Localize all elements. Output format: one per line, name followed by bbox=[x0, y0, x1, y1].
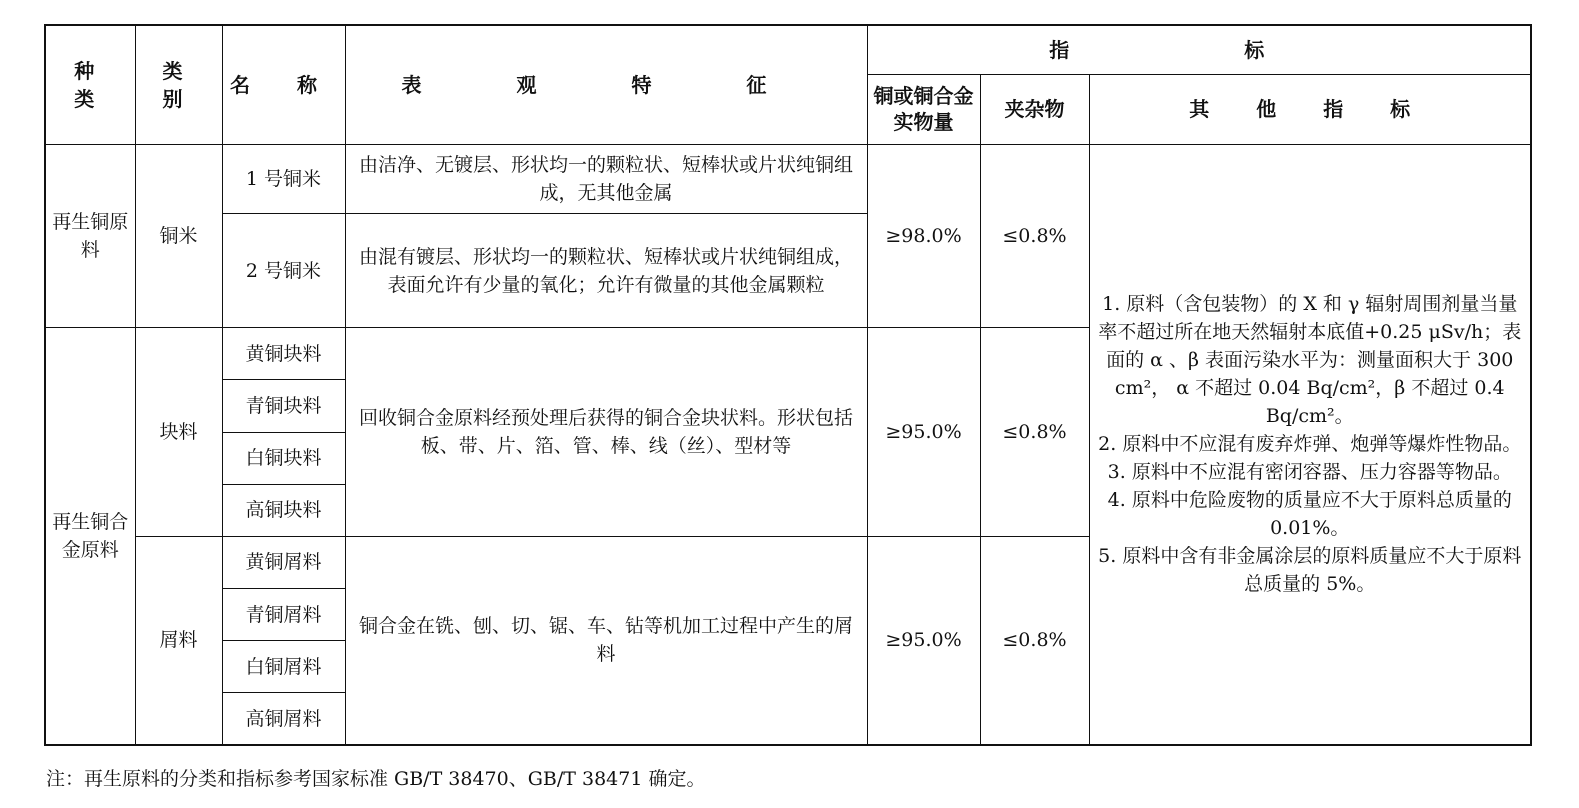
name-cell: 白铜块料 bbox=[222, 432, 345, 484]
other-indicators-cell bbox=[1089, 144, 1531, 745]
other-indicator-3: 3. 原料中不应混有密闭容器、压力容器等物品。 bbox=[1107, 461, 1512, 484]
name-cell: 黄铜屑料 bbox=[222, 536, 345, 588]
header-indicators: 指 标 bbox=[867, 25, 1531, 74]
other-indicator-4: 4. 原料中危险废物的质量应不大于原料总质量的 0.01%。 bbox=[1107, 489, 1512, 540]
name-cell: 白铜屑料 bbox=[222, 641, 345, 693]
name-cell: 1 号铜米 bbox=[222, 144, 345, 213]
category-cell: 屑料 bbox=[135, 536, 222, 745]
header-appearance: 表 观 特 征 bbox=[345, 25, 867, 144]
impurity-cell: ≤0.8% bbox=[980, 328, 1089, 537]
copper-content-cell: ≥95.0% bbox=[867, 536, 980, 745]
impurity-cell: ≤0.8% bbox=[980, 144, 1089, 328]
copper-raw-material-table bbox=[44, 24, 1532, 746]
other-indicator-5: 5. 原料中含有非金属涂层的原料质量应不大于原料总质量的 5%。 bbox=[1098, 545, 1522, 596]
category-cell: 块料 bbox=[135, 328, 222, 537]
appearance-cell: 由洁净、无镀层、形状均一的颗粒状、短棒状或片状纯铜组成，无其他金属 bbox=[345, 144, 867, 213]
appearance-cell: 铜合金在铣、刨、切、锯、车、钻等机加工过程中产生的屑料 bbox=[345, 536, 867, 745]
header-copper-content: 铜或铜合金实物量 bbox=[867, 74, 980, 144]
other-indicator-2: 2. 原料中不应混有废弃炸弹、炮弹等爆炸性物品。 bbox=[1098, 433, 1522, 456]
copper-content-cell: ≥98.0% bbox=[867, 144, 980, 328]
appearance-cell: 回收铜合金原料经预处理后获得的铜合金块状料。形状包括板、带、片、箔、管、棒、线（丝）、型材等 bbox=[345, 328, 867, 537]
impurity-cell: ≤0.8% bbox=[980, 536, 1089, 745]
name-cell: 2 号铜米 bbox=[222, 214, 345, 328]
header-kind: 种 类 bbox=[45, 25, 135, 144]
name-cell: 青铜块料 bbox=[222, 380, 345, 432]
category-cell: 铜米 bbox=[135, 144, 222, 328]
header-impurity: 夹杂物 bbox=[980, 74, 1089, 144]
name-cell: 高铜屑料 bbox=[222, 693, 345, 745]
name-cell: 青铜屑料 bbox=[222, 589, 345, 641]
appearance-cell: 由混有镀层、形状均一的颗粒状、短棒状或片状纯铜组成，表面允许有少量的氧化；允许有微量的其他金属颗粒 bbox=[345, 214, 867, 328]
footnote: 注：再生原料的分类和指标参考国家标准 GB/T 38470、GB/T 38471 确定。 bbox=[46, 768, 706, 790]
header-name: 名 称 bbox=[222, 25, 345, 144]
header-other: 其 他 指 标 bbox=[1089, 74, 1531, 144]
copper-content-cell: ≥95.0% bbox=[867, 328, 980, 537]
other-indicator-1: 1. 原料（含包装物）的 X 和 γ 辐射周围剂量当量率不超过所在地天然辐射本底值+0.25 μSv/h；表面的 α 、β 表面污染水平为：测量面积大于 300 cm²， α 不超过 0.04 Bq/cm²，β 不超过 0.4 Bq/cm²。 bbox=[1098, 293, 1522, 428]
kind-cell: 再生铜合金原料 bbox=[45, 328, 135, 745]
name-cell: 高铜块料 bbox=[222, 484, 345, 536]
kind-cell: 再生铜原料 bbox=[45, 144, 135, 328]
header-category: 类 别 bbox=[135, 25, 222, 144]
name-cell: 黄铜块料 bbox=[222, 328, 345, 380]
